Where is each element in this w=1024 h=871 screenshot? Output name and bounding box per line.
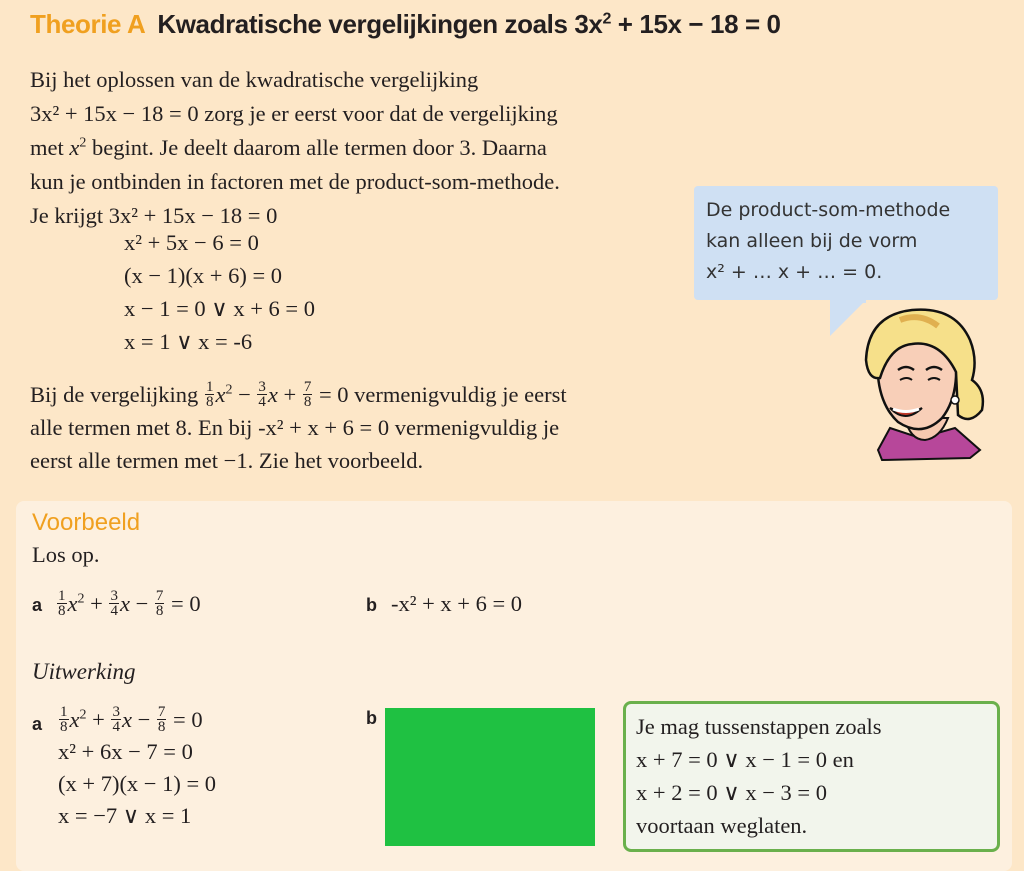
intro-paragraph — [30, 63, 690, 233]
exercise-a-equation: $\frac{1}{8}$ $x^2$ + $\frac{3}{4}$ x − $\frac{7}{8}$ = 0 — [58, 588, 201, 620]
step: x² + 5x − 6 = 0 — [124, 230, 259, 255]
solution-label-a: a — [32, 714, 43, 734]
para2-text-1: Bij de vergelijking — [30, 382, 204, 407]
bubble-line-1: De product-som-methode — [706, 199, 951, 221]
intro-line-3 — [30, 131, 690, 165]
tip-line-2: x + 7 = 0 ∨ x − 1 = 0 en — [636, 747, 854, 772]
label-b: b — [366, 595, 377, 615]
title-prefix: Kwadratische vergelijkingen zoals 3x — [157, 9, 603, 39]
exercise-b — [366, 591, 522, 617]
intro-line-2 — [30, 97, 690, 131]
intro-eq: 3x² + 15x − 18 = 0 — [30, 101, 199, 126]
solution-b — [366, 708, 377, 729]
solution-a-steps — [58, 704, 216, 832]
page-title — [30, 9, 781, 40]
solution-step: x² + 6x − 7 = 0 — [58, 739, 193, 765]
solution-a — [32, 704, 216, 832]
redacted-solution-b-block — [385, 708, 595, 846]
second-paragraph — [30, 378, 700, 477]
tip-line-4: voortaan weglaten. — [636, 813, 808, 838]
intro-line-1: Bij het oplossen van de kwadratische vergelijking — [30, 67, 479, 92]
tip-line-3: x + 2 = 0 ∨ x − 3 = 0 — [636, 780, 827, 805]
teacher-avatar-illustration — [860, 300, 990, 465]
exercise-a — [32, 588, 201, 620]
step: x = 1 ∨ x = -6 — [124, 329, 253, 354]
intro-line-3a: met — [30, 135, 70, 160]
speech-bubble — [694, 186, 998, 300]
para2-line-1: Bij de vergelijking $\frac{1}{8}$ $x^2$ − $\frac{3}{4}$ x + $\frac{7}{8}$ = 0 vermenigvuldig je eerst — [30, 379, 567, 411]
title-sup: 2 — [602, 10, 611, 28]
para2-eq-2: -x² + x + 6 = 0 — [258, 415, 390, 441]
intro-line-3b: begint. Je deelt daarom alle termen door 3. Daarna — [86, 135, 547, 160]
bubble-line-2: kan alleen bij de vorm — [706, 230, 918, 252]
uitwerking-title: Uitwerking — [32, 659, 136, 684]
example-instruction: Los op. — [32, 542, 100, 567]
theory-label: Theorie A — [30, 9, 146, 39]
intro-line-4: kun je ontbinden in factoren met de product-som-methode. — [30, 169, 560, 194]
intro-line-5-eq: 3x² + 15x − 18 = 0 — [108, 203, 278, 228]
label-a: a — [32, 595, 43, 615]
title-suffix: + 15x − 18 = 0 — [610, 9, 781, 39]
solution-step: $\frac{1}{8}$ $x^2$ + $\frac{3}{4}$ x − $\frac{7}{8}$ = 0 — [60, 704, 203, 736]
step: x − 1 = 0 ∨ x + 6 = 0 — [124, 296, 315, 321]
tip-line-1: Je mag tussenstappen zoals — [636, 714, 882, 739]
sup-2: 2 — [79, 135, 87, 151]
step: (x − 1)(x + 6) = 0 — [124, 263, 283, 288]
title-text — [157, 9, 780, 39]
fraction-3-4: $\frac{3}{4}$ — [258, 379, 266, 411]
para2-line-2 — [30, 411, 700, 444]
para2-text-2: vermenigvuldig je eerst — [348, 382, 567, 407]
para2-line-3: eerst alle termen met −1. Zie het voorbeeld. — [30, 448, 424, 474]
bubble-line-3: x² + … x + … = 0. — [706, 261, 883, 283]
solution-step: x = −7 ∨ x = 1 — [58, 803, 192, 829]
solution-step: (x + 7)(x − 1) = 0 — [58, 771, 217, 797]
solution-label-b: b — [366, 708, 377, 728]
example-title: Voorbeeld — [32, 509, 141, 536]
exercise-b-equation: -x² + x + 6 = 0 — [391, 591, 523, 616]
para2-text-4: vermenigvuldig je — [389, 415, 560, 441]
fraction-7-8: $\frac{7}{8}$ — [303, 379, 312, 411]
intro-line-5-text: Je krijgt — [30, 203, 109, 228]
intro-line-2-text: zorg je er eerst voor dat de vergelijking — [198, 101, 558, 126]
solution-steps — [124, 226, 315, 358]
para2-text-3: alle termen met 8. En bij — [30, 415, 259, 441]
var-x: x — [69, 135, 80, 160]
tip-box — [623, 701, 1000, 852]
example-box — [16, 501, 1012, 871]
fraction-1-8: $\frac{1}{8}$ — [205, 379, 214, 411]
